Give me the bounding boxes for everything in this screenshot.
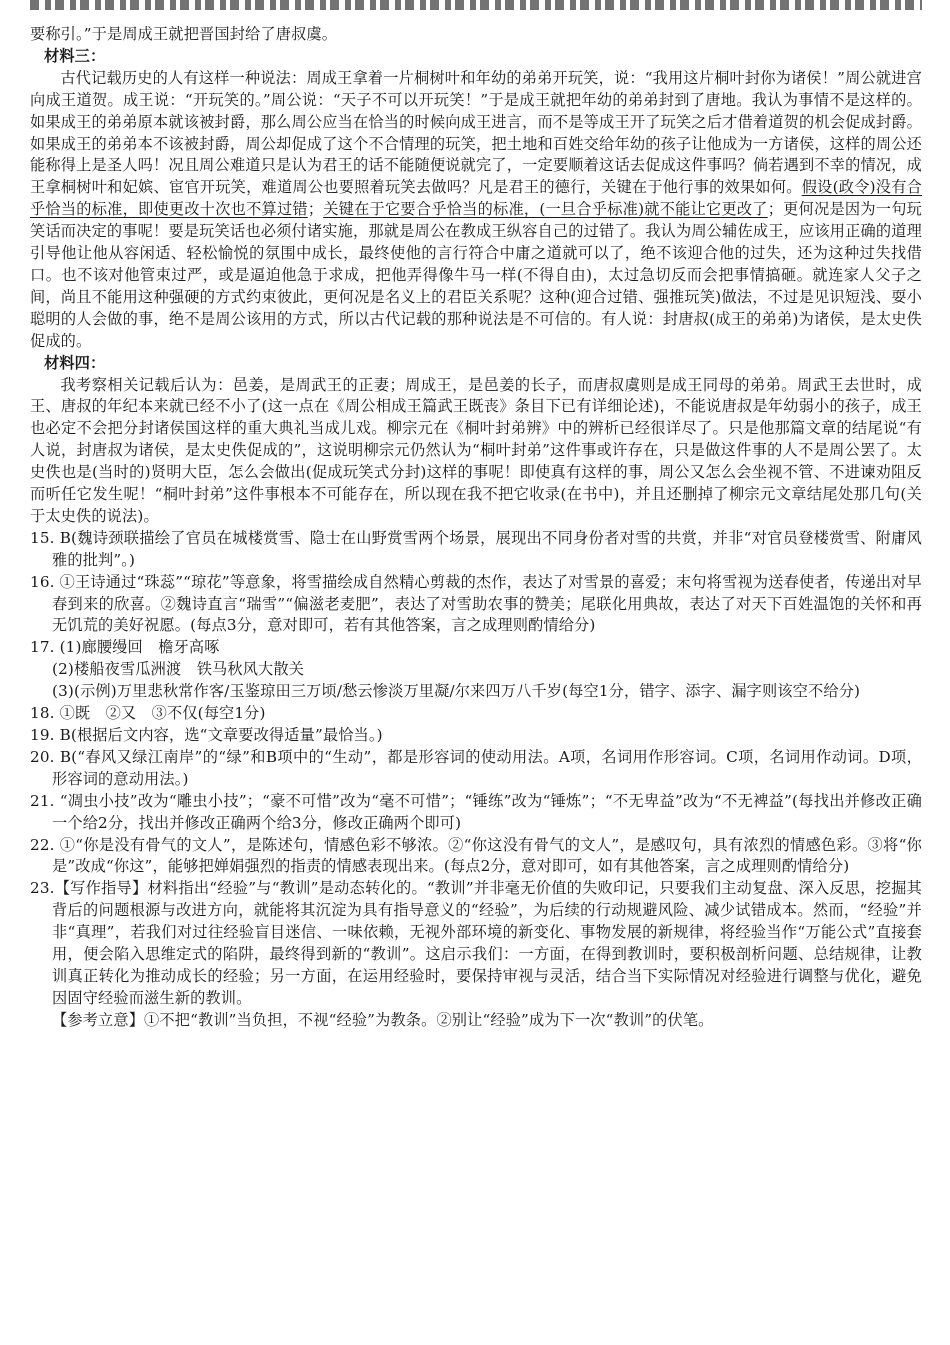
material-three-heading: 材料三： (44, 46, 106, 65)
cropped-text-line (30, 0, 922, 10)
top-fragment: 要称引。”于是周成王就把晋国封给了唐叔虞。 (30, 25, 338, 43)
answer-document (30, 24, 922, 1324)
answer-19: 19. B(根据后文内容，选“文章要改得适量”最恰当。) (30, 726, 383, 744)
material-four-translation: 我考察相关记载后认为：邑姜，是周武王的正妻；周成王，是邑姜的长子，而唐叔虞则是成王同母的弟弟。周武王去世时，成王、唐叔的年纪本来就已经不小了(这一点在《周公相成王篇武王既丧》条目下已有详细论述)，不能说唐叔是年幼弱小的孩子，成王也必定不会把分封诸侯国这样的重大典礼当成儿戏。柳宗元在《桐叶封弟辨》中的辨析已经很详尽了。只是他那篇文章的结尾说“有人说，封唐叔为诸侯，是太史佚促成的”，这说明柳宗元仍然认为“桐叶封弟”这件事或许存在，只是做这件事的人不是周公罢了。太史佚也是(当时的)贤明大臣，怎么会做出(促成玩笑式分封)这样的事呢！即使真有这样的事，周公又怎么会坐视不管、不进谏劝阻反而听任它发生呢！“桐叶封弟”这件事根本不可能存在，所以现在我不把它收录(在书中)，并且还删掉了柳宗元文章结尾处那几句(关于太史佚的说法)。 (30, 375, 922, 525)
answer-18: 18. ①既 ②又 ③不仅(每空1分) (30, 704, 266, 723)
answer-17-3: (3)(示例)万里悲秋常作客/玉鉴琼田三万顷/愁云惨淡万里凝/尔来四万八千岁(每空1分，错字、添字、漏字则该空不给分) (52, 682, 861, 701)
material-three-text-2: ；更何况是因为一句玩笑话而决定的事呢！要是玩笑话也必须付诸实施，那就是周公在教成王纵容自己的过错了。我认为周公辅佐成王，应该用正确的道理引导他让他从容闲适、轻松愉悦的氛围中成长，最终使他的言行符合中庸之道就可以了，绝不该迎合他的过失，还为这种过失找借口。也不该对他管束过严，或是逼迫他急于求成，把他弄得像牛马一样(不得自由)，太过急切反而会把事情搞砸。就连家人父子之间，尚且不能用这种强硬的方式约束彼此，更何况是名义上的君臣关系呢？这种(迎合过错、强推玩笑)做法，不过是见识短浅、耍小聪明的人会做的事，绝不是周公该用的方式，所以古代记载的那种说法是不可信的。有人说：封唐叔(成王的弟弟)为诸侯，是太史佚促成的。 (30, 200, 922, 350)
underlined-sentence-1: 假设(政令)没有合乎恰当的标准，即使更改十次也不算过错 (30, 178, 923, 219)
answer-23: 23.【写作指导】材料指出“经验”与“教训”是动态转化的。“教训”并非毫无价值的失败印记，只要我们主动复盘、深入反思，挖掘其背后的问题根源与改进方向，就能将其沉淀为具有指导意义的“经验”，为后续的行动规避风险、减少试错成本。然而，“经验”并非“真理”，若我们对过往经验盲目迷信、一味依赖，无视外部环境的新变化、事物发展的新规律，将经验当作“万能公式”直接套用，便会陷入思维定式的陷阱，最终得到新的“教训”。这启示我们：一方面，在得到教训时，要积极剖析问题、总结规律，让教训真正转化为推动成长的经验；另一方面，在运用经验时，要保持审视与灵活，结合当下实际情况对经验进行调整与优化，避免因固守经验而滋生新的教训。 (30, 879, 922, 1007)
material-three-translation (30, 68, 922, 353)
answer-23-reference: 【参考立意】①不把“教训”当负担，不视“经验”为教条。②别让“经验”成为下一次“教训”的伏笔。 (52, 1010, 714, 1029)
answer-21: 21. “凋虫小技”改为“雕虫小技”；“豪不可惜”改为“毫不可惜”；“锤练”改为“锤炼”；“不无卑益”改为“不无裨益”(每找出并修改正确一个给2分，找出并修改正确两个给3分，修改正确两个即可) (30, 791, 922, 832)
answer-17-2: (2)楼船夜雪瓜洲渡 铁马秋风大散关 (52, 660, 305, 679)
answer-16: 16. ①王诗通过“珠蕊”“琼花”等意象，将雪描绘成自然精心剪裁的杰作，表达了对雪景的喜爱；末句将雪视为送春使者，传递出对早春到来的欣喜。②魏诗直言“瑞雪”“偏滋老麦肥”，表达了对雪助农事的赞美；尾联化用典故，表达了对天下百姓温饱的关怀和再无饥荒的美好祝愿。(每点3分，意对即可，若有其他答案，言之成理则酌情给分) (30, 572, 922, 635)
answer-17: 17. (1)廊腰缦回 檐牙高啄 (30, 638, 220, 657)
answer-20: 20. B(“春风又绿江南岸”的“绿”和B项中的“生动”，都是形容词的使动用法。A项，名词用作形容词。C项，名词用作动词。D项，形容词的意动用法。) (30, 747, 922, 788)
separator: ； (307, 200, 324, 219)
material-four-heading: 材料四： (44, 353, 106, 372)
underlined-sentence-2: 关键在于它要合乎恰当的标准，(一旦合乎标准)就不能让它更改了 (323, 200, 768, 219)
answer-15: 15. B(魏诗颈联描绘了官员在城楼赏雪、隐士在山野赏雪两个场景，展现出不同身份者对雪的共赏，并非“对官员登楼赏雪、附庸风雅的批判”。) (30, 528, 922, 569)
answer-22: 22. ①“你是没有骨气的文人”，是陈述句，情感色彩不够浓。②“你这没有骨气的文人”，是感叹句，具有浓烈的情感色彩。③将“你是”改成“你这”，能够把婵娟强烈的指责的情感表现出来。(每点2分，意对即可，如有其他答案，言之成理则酌情给分) (30, 835, 922, 876)
material-three-text-1: 古代记载历史的人有这样一种说法：周成王拿着一片桐树叶和年幼的弟弟开玩笑，说：“我用这片桐叶封你为诸侯！”周公就进宫向成王道贺。成王说：“开玩笑的。”周公说：“天子不可以开玩笑！”于是成王就把年幼的弟弟封到了唐地。我认为事情不是这样的。如果成王的弟弟原本就该被封爵，那么周公应当在恰当的时候向成王进言，而不是等成王开了玩笑之后才借着道贺的机会促成封爵。如果成王的弟弟本不该被封爵，周公却促成了这个不合情理的玩笑，把土地和百姓交给年幼的孩子让他成为一方诸侯，这样的周公还能称得上是圣人吗！况且周公难道只是认为君王的话不能随便说就完了，一定要顺着这话去促成这件事吗？倘若遇到不幸的情况，成王拿桐树叶和妃嫔、宦官开玩笑，难道周公也要照着玩笑去做吗？凡是君王的德行，关键在于他行事的效果如何。 (30, 68, 922, 197)
